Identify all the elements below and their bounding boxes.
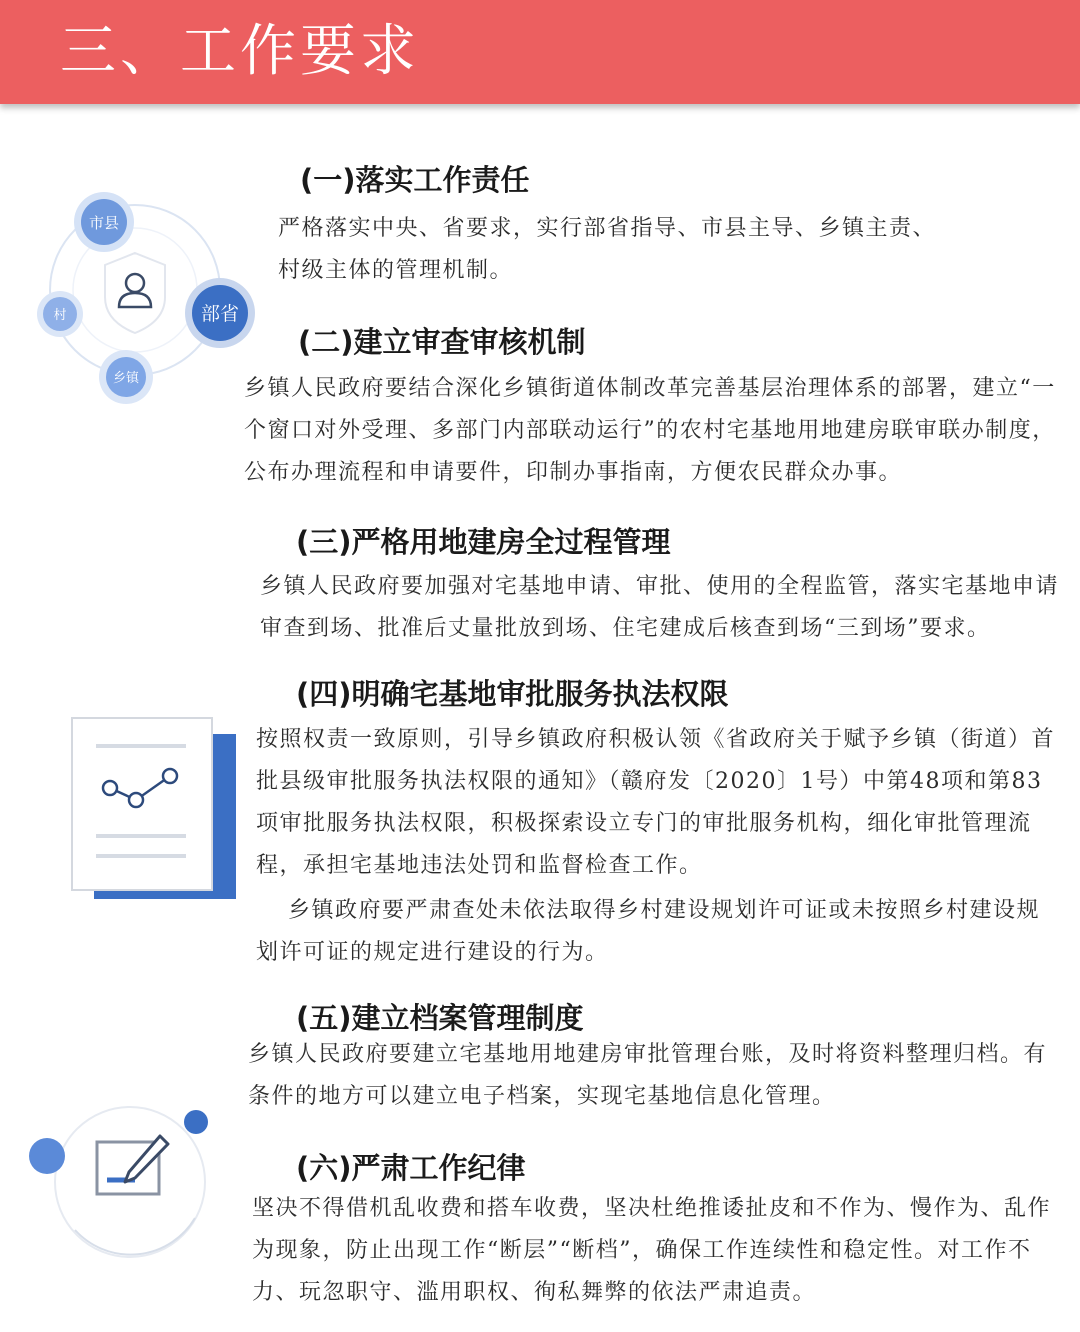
svg-text:乡镇: 乡镇	[112, 371, 140, 386]
section-2-heading: (二)建立审查审核机制	[298, 325, 586, 359]
section-1-paragraph-1: 严格落实中央、省要求，实行部省指导、市县主导、乡镇主责、村级主体的管理机制。	[278, 216, 937, 283]
svg-text:部省: 部省	[200, 303, 240, 325]
node-xiangzhen	[99, 350, 153, 404]
section-1-heading: (一)落实工作责任	[300, 163, 530, 197]
role-relationship-diagram	[30, 185, 270, 410]
header-banner	[0, 0, 1080, 104]
node-shixian	[74, 192, 134, 252]
section-6-paragraph-1: 坚决不得借机乱收费和搭车收费，坚决杜绝推诿扯皮和不作为、慢作为、乱作为现象，防止出现工作“断层”“断档”，确保工作连续性和稳定性。对工作不力、玩忽职守、滥用职权、徇私舞弊的依法严肃追责。	[252, 1196, 1052, 1305]
svg-text:市县: 市县	[88, 214, 120, 232]
svg-text:村: 村	[53, 308, 67, 323]
user-shield-icon	[105, 253, 165, 333]
section-3-paragraph-1: 乡镇人民政府要加强对宅基地申请、审批、使用的全程监管，落实宅基地申请审查到场、批准后丈量批放到场、住宅建成后核查到场“三到场”要求。	[260, 574, 1060, 641]
section-4-heading: (四)明确宅基地审批服务执法权限	[296, 677, 729, 711]
edit-pen-icon	[25, 1100, 225, 1270]
document-chart-icon	[68, 712, 243, 902]
section-6-heading: (六)严肃工作纪律	[296, 1151, 526, 1185]
section-4-paragraph-1: 按照权责一致原则，引导乡镇政府积极认领《省政府关于赋予乡镇（街道）首批县级审批服务执法权限的通知》（赣府发〔2020〕1号）中第48项和第83项审批服务执法权限，积极探索设立专门的审批服务机构，细化审批管理流程，承担宅基地违法处罚和监督检查工作。	[256, 727, 1056, 878]
section-2-paragraph-1: 乡镇人民政府要结合深化乡镇街道体制改革完善基层治理体系的部署，建立“一个窗口对外受理、多部门内部联动运行”的农村宅基地用地建房联审联办制度，公布办理流程和申请要件，印制办事指南，方便农民群众办事。	[244, 376, 1056, 485]
section-5-heading: (五)建立档案管理制度	[296, 1001, 584, 1035]
section-4-paragraph-2: 乡镇政府要严肃查处未依法取得乡村建设规划许可证或未按照乡村建设规划许可证的规定进行建设的行为。	[256, 898, 1041, 965]
node-busheng	[185, 278, 255, 348]
node-cun	[37, 291, 83, 337]
section-3-heading: (三)严格用地建房全过程管理	[296, 525, 671, 559]
page-title: 三、工作要求	[60, 19, 420, 84]
section-5-paragraph-1: 乡镇人民政府要建立宅基地用地建房审批管理台账，及时将资料整理归档。有条件的地方可以建立电子档案，实现宅基地信息化管理。	[248, 1042, 1048, 1109]
